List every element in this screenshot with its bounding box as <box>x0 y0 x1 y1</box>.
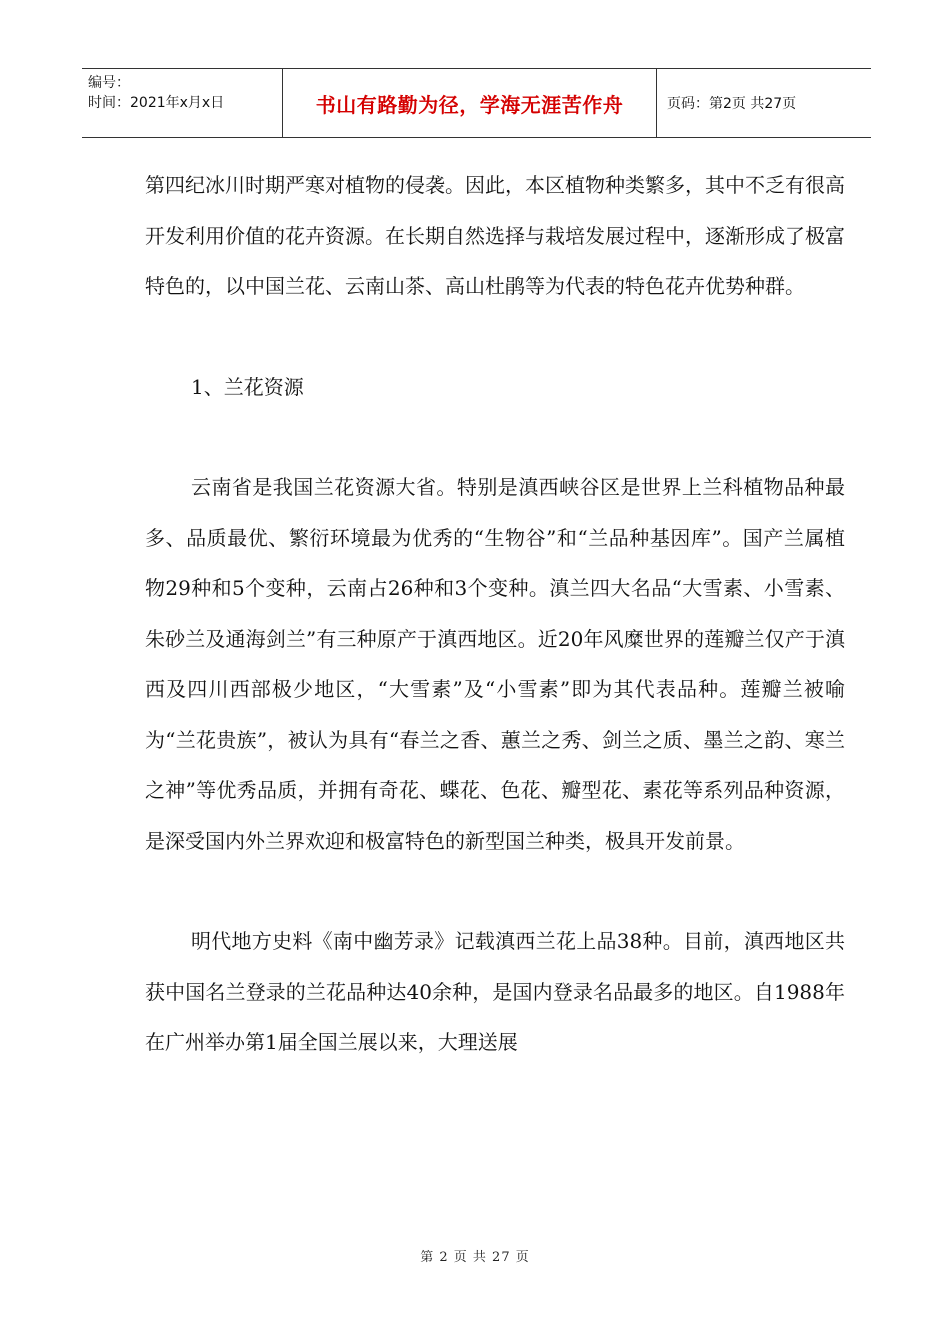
page-header <box>82 68 871 138</box>
paragraph-historical-records: 明代地方史料《南中幽芳录》记载滇西兰花上品38种。目前，滇西地区共获中国名兰登录的兰花品种达40余种，是国内登录名品最多的地区。自1988年在广州举办第1届全国兰展以来，大理送展 <box>145 929 845 1054</box>
header-motto: 书山有路勤为径，学海无涯苦作舟 <box>283 69 657 137</box>
page-footer: 第 2 页 共 27 页 <box>420 1250 530 1265</box>
header-meta <box>82 69 283 137</box>
paragraph-continued: 第四纪冰川时期严寒对植物的侵袭。因此，本区植物种类繁多，其中不乏有很高开发利用价值的花卉资源。在长期自然选择与栽培发展过程中，逐渐形成了极富特色的，以中国兰花、云南山茶、高山杜鹃等为代表的特色花卉优势种群。 <box>145 173 845 298</box>
document-date: 时间：2021年x月x日 <box>88 95 225 111</box>
section-heading: 1、兰花资源 <box>191 374 304 399</box>
header-page-code: 页码：第2页 共27页 <box>667 96 797 112</box>
document-number-label: 编号： <box>88 75 130 91</box>
document-body <box>145 160 845 1068</box>
paragraph-orchid-resources: 云南省是我国兰花资源大省。特别是滇西峡谷区是世界上兰科植物品种最多、品质最优、繁衍环境最为优秀的“生物谷”和“兰品种基因库”。国产兰属植物29种和5个变种，云南占26种和3个变种。滇兰四大名品“大雪素、小雪素、朱砂兰及通海剑兰”有三种原产于滇西地区。近20年风糜世界的莲瓣兰仅产于滇西及四川西部极少地区，“大雪素”及“小雪素”即为其代表品种。莲瓣兰被喻为“兰花贵族”，被认为具有“春兰之香、蕙兰之秀、剑兰之质、墨兰之韵、寒兰之神”等优秀品质，并拥有奇花、蝶花、色花、瓣型花、素花等系列品种资源，是深受国内外兰界欢迎和极富特色的新型国兰种类，极具开发前景。 <box>145 475 845 853</box>
